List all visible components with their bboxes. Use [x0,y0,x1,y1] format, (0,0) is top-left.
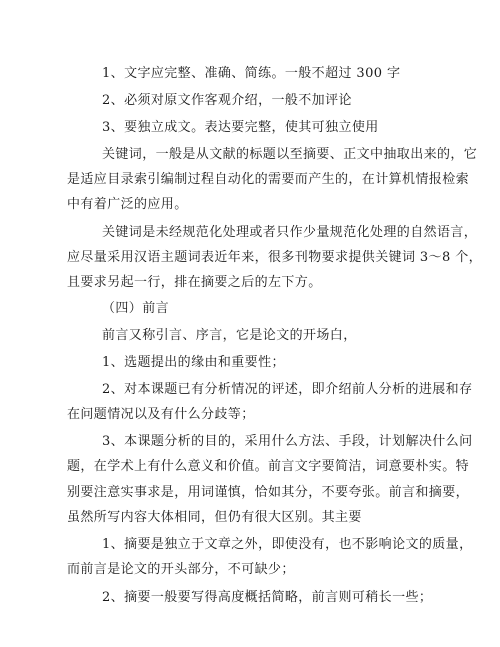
text-line-20: 而前言是论文的开头部分，不可缺少； [67,562,295,577]
section-heading-foreword: （四）前言 [102,301,170,316]
text-line-13: 2、对本课题已有分析情况的评述，即介绍前人分析的进展和存 [102,382,473,397]
text-line-4: 关键词，一般是从文献的标题以至摘要、正文中抽取出来的，它 [102,147,478,162]
text-line-1: 1、文字应完整、准确、简练。一般不超过 300 字 [102,66,401,81]
text-line-5: 是适应目录索引编制过程自动化的需要而产生的，在计算机情报检索 [67,172,470,187]
text-line-6: 中有着广泛的应用。 [67,197,188,212]
text-line-8: 应尽量采用汉语主题词表近年来，很多刊物要求提供关键词 3～8 个， [67,250,483,265]
text-line-12: 1、选题提出的缘由和重要性； [102,355,285,370]
text-line-21: 2、摘要一般要写得高度概括简略，前言则可稍长一些； [102,590,433,605]
text-line-2: 2、必须对原文作客观介绍，一般不加评论 [102,93,352,108]
text-line-16: 题，在学术上有什么意义和价值。前言文字要简洁，词意要朴实。特 [67,459,470,474]
text-line-18: 虽然所写内容大体相同，但仍有很大区别。其主要 [67,510,362,525]
text-line-7: 关键词是未经规范化处理或者只作少量规范化处理的自然语言， [102,225,478,240]
text-line-19: 1、摘要是独立于文章之外，即使没有，也不影响论文的质量， [102,537,473,552]
text-line-9: 且要求另起一行，排在摘要之后的左下方。 [67,275,322,290]
text-line-17: 别要注意实事求是，用词谨慎，恰如其分，不要夸张。前言和摘要， [67,485,470,500]
text-line-11: 前言又称引言、序言，它是论文的开场白， [102,328,357,343]
text-line-14: 在问题情况以及有什么分歧等； [67,407,255,422]
text-line-3: 3、要独立成文。表达要完整，使其可独立使用 [102,120,379,135]
text-line-15: 3、本课题分析的目的，采用什么方法、手段，计划解决什么问 [102,434,473,449]
